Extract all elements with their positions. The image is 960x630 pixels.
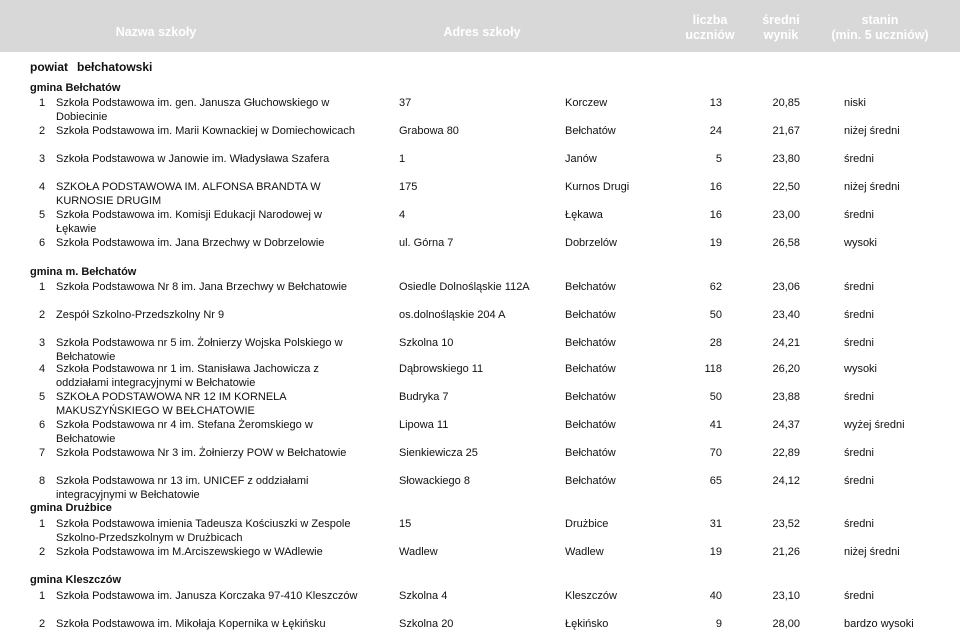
school-address: Słowackiego 8: [399, 475, 470, 487]
school-city: Bełchatów: [565, 337, 616, 349]
stanin-level: niski: [844, 97, 867, 109]
school-name: Szkoła Podstawowa im. Marii Kownackiej w Domiechowicach: [56, 125, 355, 137]
school-address: Szkolna 10: [399, 337, 454, 349]
students-count: 50: [709, 391, 722, 403]
school-name: Szkoła Podstawowa im. Janusza Korczaka 97-410 Kleszczów: [56, 590, 358, 602]
row-number: 1: [39, 281, 46, 293]
table-header: [0, 0, 960, 52]
students-count: 70: [709, 447, 722, 459]
stanin-level: średni: [844, 447, 874, 459]
school-name: Szkoła Podstawowa im. Jana Brzechwy w Dobrzelowie: [56, 237, 325, 249]
row-number: 8: [39, 475, 46, 487]
average-score: 23,00: [772, 209, 800, 221]
stanin-level: niżej średni: [844, 546, 900, 558]
school-address: ul. Górna 7: [399, 237, 454, 249]
students-count: 50: [709, 309, 722, 321]
school-address: Grabowa 80: [399, 125, 459, 137]
table-row: [0, 96, 960, 110]
stanin-level: średni: [844, 590, 874, 602]
students-count: 19: [709, 546, 722, 558]
row-number: 4: [39, 181, 46, 193]
table-row: [0, 390, 960, 404]
row-number: 7: [39, 447, 46, 459]
header-school-name: Nazwa szkoły: [115, 25, 197, 39]
average-score: 23,40: [772, 309, 800, 321]
table-row: [0, 308, 960, 322]
table-row: [0, 517, 960, 531]
school-name: Szkoła Podstawowa nr 5 im. Żołnierzy Wojska Polskiego w: [56, 337, 343, 349]
school-city: Korczew: [565, 97, 608, 109]
average-score: 26,58: [772, 237, 800, 249]
school-city: Bełchatów: [565, 281, 616, 293]
students-count: 41: [709, 419, 722, 431]
school-address: 175: [399, 181, 418, 193]
school-address: Lipowa 11: [399, 419, 449, 431]
stanin-level: średni: [844, 309, 874, 321]
school-city: Drużbice: [565, 518, 609, 530]
table-row: [0, 545, 960, 559]
students-count: 9: [715, 618, 722, 630]
students-count: 16: [709, 209, 722, 221]
school-name-continued: Łękawie: [56, 223, 97, 235]
table-row: [0, 180, 960, 194]
table-row: [0, 589, 960, 603]
average-score: 21,26: [772, 546, 800, 558]
table-row: [0, 617, 960, 630]
stanin-level: niżej średni: [844, 125, 900, 137]
table-row: [0, 124, 960, 138]
school-address: 37: [399, 97, 412, 109]
average-score: 24,37: [772, 419, 800, 431]
average-score: 26,20: [772, 363, 800, 375]
school-name-continued: MAKUSZYŃSKIEGO W BEŁCHATOWIE: [56, 405, 255, 417]
row-number: 6: [39, 419, 46, 431]
school-name: Szkoła Podstawowa im M.Arciszewskiego w WAdlewie: [56, 546, 323, 558]
school-name: Zespół Szkolno-Przedszkolny Nr 9: [56, 309, 225, 321]
school-name: Szkoła Podstawowa im. Mikołaja Kopernika w Łękińsku: [56, 618, 326, 630]
school-name-continued: Bełchatowie: [56, 351, 116, 363]
school-city: Bełchatów: [565, 391, 616, 403]
stanin-level: średni: [844, 153, 874, 165]
stanin-level: średni: [844, 475, 874, 487]
stanin-level: średni: [844, 209, 874, 221]
row-number: 3: [39, 337, 46, 349]
average-score: 23,06: [772, 281, 800, 293]
average-score: 23,80: [772, 153, 800, 165]
school-name-continued: oddziałami integracyjnymi w Bełchatowie: [56, 377, 256, 389]
students-count: 16: [709, 181, 722, 193]
header-school-address: Adres szkoły: [443, 25, 521, 39]
students-count: 118: [704, 363, 722, 375]
header-level: stanin (min. 5 uczniów): [831, 13, 929, 42]
school-name: Szkoła Podstawowa nr 1 im. Stanisława Jachowicza z: [56, 363, 319, 375]
row-number: 5: [39, 391, 46, 403]
students-count: 24: [709, 125, 722, 137]
gmina-heading: gmina Kleszczów: [30, 574, 122, 586]
row-number: 6: [39, 237, 46, 249]
school-city: Bełchatów: [565, 447, 616, 459]
stanin-level: średni: [844, 337, 874, 349]
school-address: Szkolna 20: [399, 618, 454, 630]
gmina-heading: gmina m. Bełchatów: [30, 266, 137, 278]
gmina-heading: gmina Drużbice: [30, 502, 112, 514]
students-count: 65: [709, 475, 722, 487]
table-row: [0, 152, 960, 166]
school-address: 4: [399, 209, 406, 221]
school-name: Szkoła Podstawowa w Janowie im. Władysława Szafera: [56, 153, 330, 165]
stanin-level: wysoki: [844, 363, 878, 375]
powiat-heading: [30, 60, 153, 74]
school-name-continued: Bełchatowie: [56, 433, 116, 445]
school-city: Bełchatów: [565, 475, 616, 487]
school-name: Szkoła Podstawowa nr 13 im. UNICEF z oddziałami: [56, 475, 309, 487]
average-score: 21,67: [772, 125, 800, 137]
average-score: 22,50: [772, 181, 800, 193]
school-city: Wadlew: [565, 546, 604, 558]
average-score: 23,88: [772, 391, 800, 403]
stanin-level: średni: [844, 518, 874, 530]
stanin-level: bardzo wysoki: [844, 618, 914, 630]
school-name-continued: Szkolno-Przedszkolnym w Drużbicach: [56, 532, 243, 544]
school-address: 15: [399, 518, 412, 530]
stanin-level: niżej średni: [844, 181, 900, 193]
header-score: średni wynik: [762, 13, 800, 42]
students-count: 31: [709, 518, 722, 530]
row-number: 5: [39, 209, 46, 221]
school-city: Kurnos Drugi: [565, 181, 630, 193]
school-name: SZKOŁA PODSTAWOWA IM. ALFONSA BRANDTA W: [56, 181, 321, 193]
school-city: Bełchatów: [565, 419, 616, 431]
table-row: [0, 362, 960, 376]
row-number: 3: [39, 153, 46, 165]
row-number: 2: [39, 618, 46, 630]
stanin-level: wysoki: [844, 237, 878, 249]
school-city: Bełchatów: [565, 309, 616, 321]
row-number: 1: [39, 97, 46, 109]
students-count: 28: [709, 337, 722, 349]
row-number: 1: [39, 518, 46, 530]
average-score: 20,85: [772, 97, 800, 109]
school-city: Dobrzelów: [565, 237, 617, 249]
school-address: os.dolnośląskie 204 A: [399, 309, 506, 321]
average-score: 24,21: [772, 337, 800, 349]
school-city: Janów: [565, 153, 597, 165]
school-name: SZKOŁA PODSTAWOWA NR 12 IM KORNELA: [56, 391, 287, 403]
school-city: Kleszczów: [565, 590, 617, 602]
table-row: [0, 236, 960, 250]
row-number: 2: [39, 309, 46, 321]
table-row: [0, 280, 960, 294]
average-score: 23,52: [772, 518, 800, 530]
row-number: 2: [39, 546, 46, 558]
gmina-heading: gmina Bełchatów: [30, 82, 121, 94]
average-score: 23,10: [772, 590, 800, 602]
powiat-name: bełchatowski: [77, 60, 153, 74]
students-count: 5: [715, 153, 722, 165]
students-count: 40: [709, 590, 722, 602]
school-name-continued: integracyjnymi w Bełchatowie: [56, 489, 200, 501]
table-row: [0, 336, 960, 350]
school-name: Szkoła Podstawowa im. Komisji Edukacji Narodowej w: [56, 209, 322, 221]
school-address: Sienkiewicza 25: [399, 447, 478, 459]
average-score: 24,12: [772, 475, 800, 487]
school-address: Szkolna 4: [399, 590, 448, 602]
school-address: Budryka 7: [399, 391, 449, 403]
table-row: [0, 474, 960, 488]
school-city: Bełchatów: [565, 125, 616, 137]
school-name: Szkoła Podstawowa Nr 3 im. Żołnierzy POW w Bełchatowie: [56, 447, 347, 459]
school-name-continued: Dobiecinie: [56, 111, 108, 123]
school-name: Szkoła Podstawowa im. gen. Janusza Głuchowskiego w: [56, 97, 330, 109]
row-number: 2: [39, 125, 46, 137]
stanin-level: wyżej średni: [844, 419, 905, 431]
stanin-level: średni: [844, 391, 874, 403]
school-address: Osiedle Dolnośląskie 112A: [399, 281, 530, 293]
school-name: Szkoła Podstawowa nr 4 im. Stefana Żeromskiego w: [56, 419, 313, 431]
table-row: [0, 446, 960, 460]
school-name-continued: KURNOSIE DRUGIM: [56, 195, 162, 207]
school-name: Szkoła Podstawowa imienia Tadeusza Kościuszki w Zespole: [56, 518, 351, 530]
students-count: 19: [709, 237, 722, 249]
school-address: Wadlew: [399, 546, 438, 558]
school-city: Łękawa: [565, 209, 603, 221]
row-number: 1: [39, 590, 46, 602]
table-row: [0, 418, 960, 432]
students-count: 13: [709, 97, 722, 109]
row-number: 4: [39, 363, 46, 375]
stanin-level: średni: [844, 281, 874, 293]
powiat-label: powiat: [30, 60, 68, 74]
school-city: Łękińsko: [565, 618, 609, 630]
school-city: Bełchatów: [565, 363, 616, 375]
school-name: Szkoła Podstawowa Nr 8 im. Jana Brzechwy w Bełchatowie: [56, 281, 348, 293]
students-count: 62: [709, 281, 722, 293]
header-students: liczba uczniów: [685, 13, 735, 42]
average-score: 28,00: [772, 618, 800, 630]
average-score: 22,89: [772, 447, 800, 459]
school-address: 1: [399, 153, 406, 165]
table-row: [0, 208, 960, 222]
school-address: Dąbrowskiego 11: [399, 363, 484, 375]
